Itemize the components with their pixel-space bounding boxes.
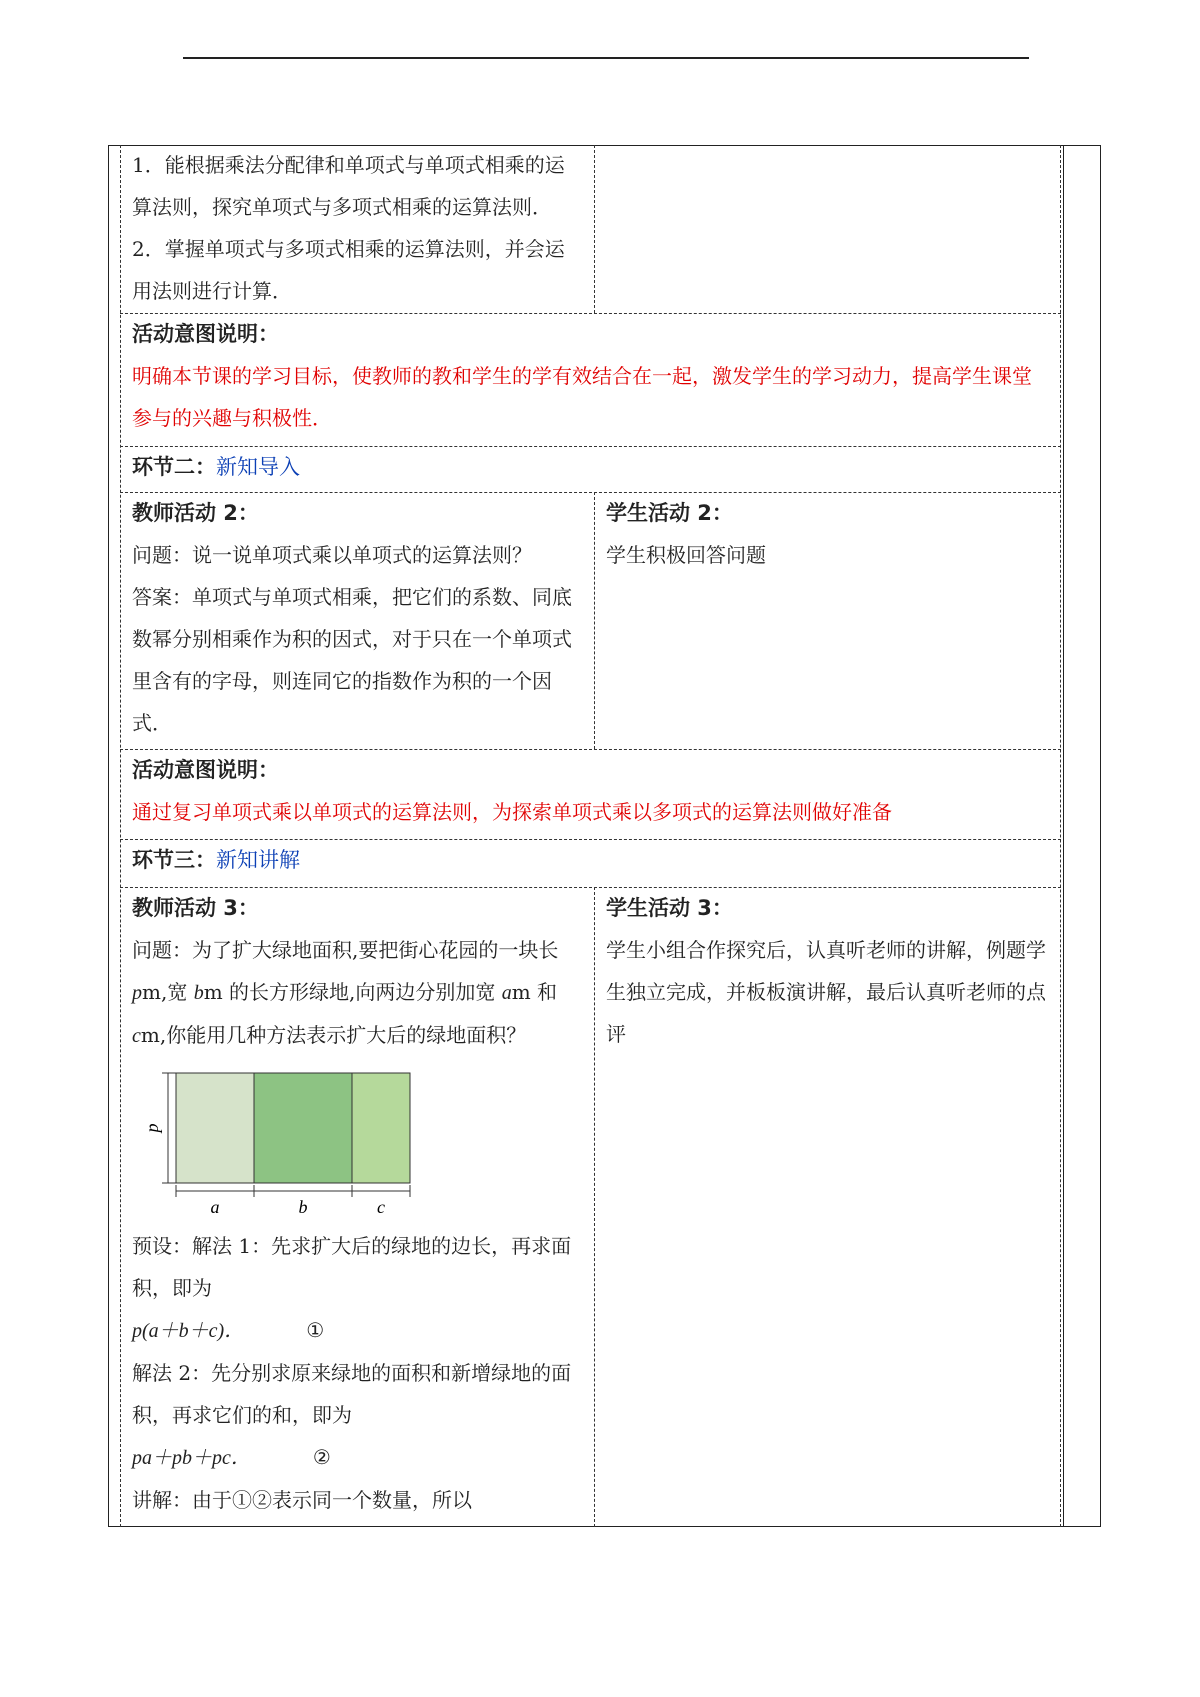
section-title: 新知讲解 (216, 848, 300, 872)
answer-text: 答案：单项式与单项式相乘，把它们的系数、同底数幂分别相乘作为积的因式，对于只在一个单项式里含有的字母，则连同它的指数作为积的一个因式． (132, 585, 572, 735)
problem-text: 问题：为了扩大绿地面积,要把街心花园的一块长pm,宽 bm 的长方形绿地,向两边分别加宽 am 和 cm,你能用几种方法表示扩大后的绿地面积？ (132, 938, 559, 1047)
method-2: 解法 2：先分别求原来绿地的面积和新增绿地的面积，再求它们的和，即为 (132, 1361, 572, 1427)
objective-2: 2．掌握单项式与多项式相乘的运算法则，并会运用法则进行计算． (132, 237, 565, 303)
section-prefix: 环节三： (132, 848, 216, 872)
preset-method-1: 预设：解法 1：先求扩大后的绿地的边长，再求面积，即为 (132, 1234, 572, 1300)
garden-diagram (132, 1063, 412, 1221)
section-heading-3 (120, 839, 1061, 887)
objectives-cell (120, 144, 594, 312)
table-right-border (1063, 145, 1064, 1527)
formula-1: p(a＋b＋c)． ① (132, 1318, 325, 1342)
added-plot-right (352, 1073, 410, 1183)
header-rule (183, 57, 1029, 59)
empty-cell (594, 144, 1060, 312)
explanation-text: 讲解：由于①②表示同一个数量，所以 (132, 1488, 472, 1512)
formula-2: pa＋pb＋pc． ② (132, 1445, 331, 1469)
teacher-activity-2 (120, 492, 594, 749)
original-plot-middle (254, 1073, 352, 1183)
intent-label: 活动意图说明： (132, 322, 279, 346)
intent-cell-1 (120, 313, 1061, 446)
label-b: b (298, 1197, 308, 1217)
label-p: p (142, 1123, 162, 1133)
student-activity-label: 学生活动 3： (606, 896, 733, 920)
label-c: c (377, 1197, 385, 1217)
student-activity-2 (594, 492, 1060, 749)
student-activity-3 (594, 887, 1060, 1527)
student-activity-label: 学生活动 2： (606, 501, 733, 525)
intent-text: 通过复习单项式乘以单项式的运算法则，为探索单项式乘以多项式的运算法则做好准备 (132, 800, 892, 824)
intent-text: 明确本节课的学习目标，使教师的教和学生的学有效结合在一起，激发学生的学习动力，提高学生课堂参与的兴趣与积极性． (132, 364, 1032, 430)
section-heading-2 (120, 446, 1061, 492)
objective-1: 1．能根据乘法分配律和单项式与单项式相乘的运算法则，探究单项式与多项式相乘的运算法则． (132, 153, 565, 219)
question-text: 问题：说一说单项式乘以单项式的运算法则？ (132, 543, 532, 567)
label-a: a (210, 1197, 220, 1217)
teacher-activity-label: 教师活动 3： (132, 896, 259, 920)
section-prefix: 环节二： (132, 455, 216, 479)
intent-label: 活动意图说明： (132, 758, 279, 782)
student-activity-text: 学生小组合作探究后，认真听老师的讲解，例题学生独立完成，并板板演讲解，最后认真听老师的点评 (606, 938, 1046, 1046)
section-title: 新知导入 (216, 455, 300, 479)
original-plot-left (176, 1073, 254, 1183)
intent-cell-2 (120, 749, 1061, 839)
student-activity-text: 学生积极回答问题 (606, 543, 766, 567)
teacher-activity-3 (120, 887, 594, 1527)
teacher-activity-label: 教师活动 2： (132, 501, 259, 525)
